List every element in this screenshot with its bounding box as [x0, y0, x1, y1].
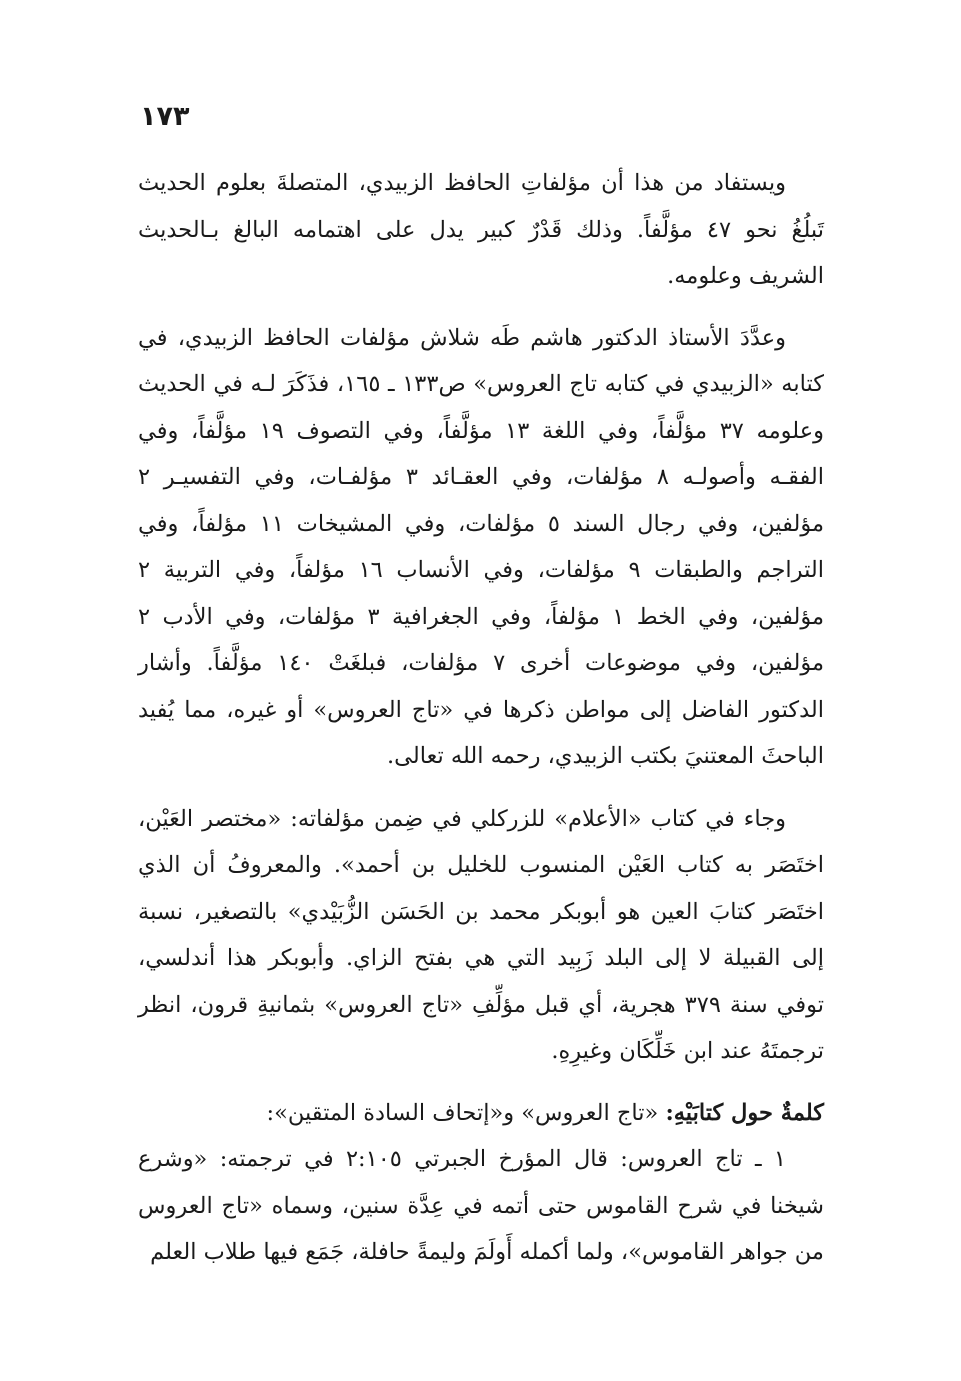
body-text	[138, 160, 824, 1276]
paragraph-3	[138, 796, 824, 1075]
section-heading-rest: «تاج العروس» و«إتحاف السادة المتقين»:	[266, 1099, 666, 1126]
paragraph-2	[138, 315, 824, 780]
paragraph-5	[138, 1136, 824, 1276]
section-heading: كلمةٌ حول كتابَيْهِ:	[665, 1099, 824, 1126]
paragraph-2-text: وعدَّدَ الأستاذ الدكتور هاشم طَه شلاش مؤلفات الحافظ الزبيدي، في كتابه «الزبيدي في كتابه تاج العروس» ص١٣٣ ـ ١٦٥، فذَكَرَ لـه في الحديث وعلومه ٣٧ مؤلَّفاً، وفي اللغة ١٣ مؤلَّفاً، وفي التصوف ١٩ مؤلَّفاً، وفي الفقـه وأصولـه ٨ مؤلفات، وفي العقـائد ٣ مؤلفـات، وفي التفسيـر ٢ مؤلفين، وفي رجال السند ٥ مؤلفات، وفي المشيخات ١١ مؤلفاً، وفي التراجم والطبقات ٩ مؤلفات، وفي الأنساب ١٦ مؤلفاً، وفي التربية ٢ مؤلفين، وفي الخط ١ مؤلفاً، وفي الجغرافية ٣ مؤلفات، وفي الأدب ٢ مؤلفين، وفي موضوعات أخرى ٧ مؤلفات، فبلغَتْ ١٤٠ مؤلَّفاً. وأشار الدكتور الفاضل إلى مواطن ذكرها في «تاج العروس» أو غيره، مما يُفيد الباحثَ المعتنيَ بكتب الزبيدي، رحمه الله تعالى.	[138, 324, 824, 769]
section-heading-line	[138, 1090, 824, 1137]
paragraph-5-text: ١ ـ تاج العروس: قال المؤرخ الجبرتي ٢:١٠٥ في ترجمته: «وشرع شيخنا في شرح القاموس حتى أتمه في عِدَّة سنين، وسماه «تاج العروس من جواهر القاموس»، ولما أكمله أَولَمَ وليمةً حافلة، جَمَع فيها طلاب العلم	[138, 1146, 824, 1265]
paragraph-1-text: ويستفاد من هذا أن مؤلفاتِ الحافظ الزبيدي، المتصلةَ بعلوم الحديث تَبلُغُ نحو ٤٧ مؤلَّفاً. وذلك قَدْرٌ كبير يدل على اهتمامه البالغ بـالحديث الشريف وعلومه.	[138, 170, 824, 289]
paragraph-3-text: وجاء في كتاب «الأعلام» للزركلي في ضِمن مؤلفاته: «مختصر العَيْن، اختَصَر به كتاب العَيْن المنسوب للخليل بن أحمد». والمعروفُ أن الذي اختَصَر كتابَ العين هو أبوبكر محمد بن الحَسَن الزُّبَيْدي» بالتصغير، نسبة إلى القبيلة لا إلى البلد زَبِيد التي هي بفتح الزاي. وأبوبكر هذا أندلسي، توفي سنة ٣٧٩ هجرية، أي قبل مؤلِّفِ «تاج العروس» بثمانيةِ قرون، انظر ترجمتَهُ عند ابن خَلِّكَان وغيرِهِ.	[138, 805, 824, 1064]
paragraph-1	[138, 160, 824, 300]
page-number: ١٧٣	[140, 101, 190, 132]
